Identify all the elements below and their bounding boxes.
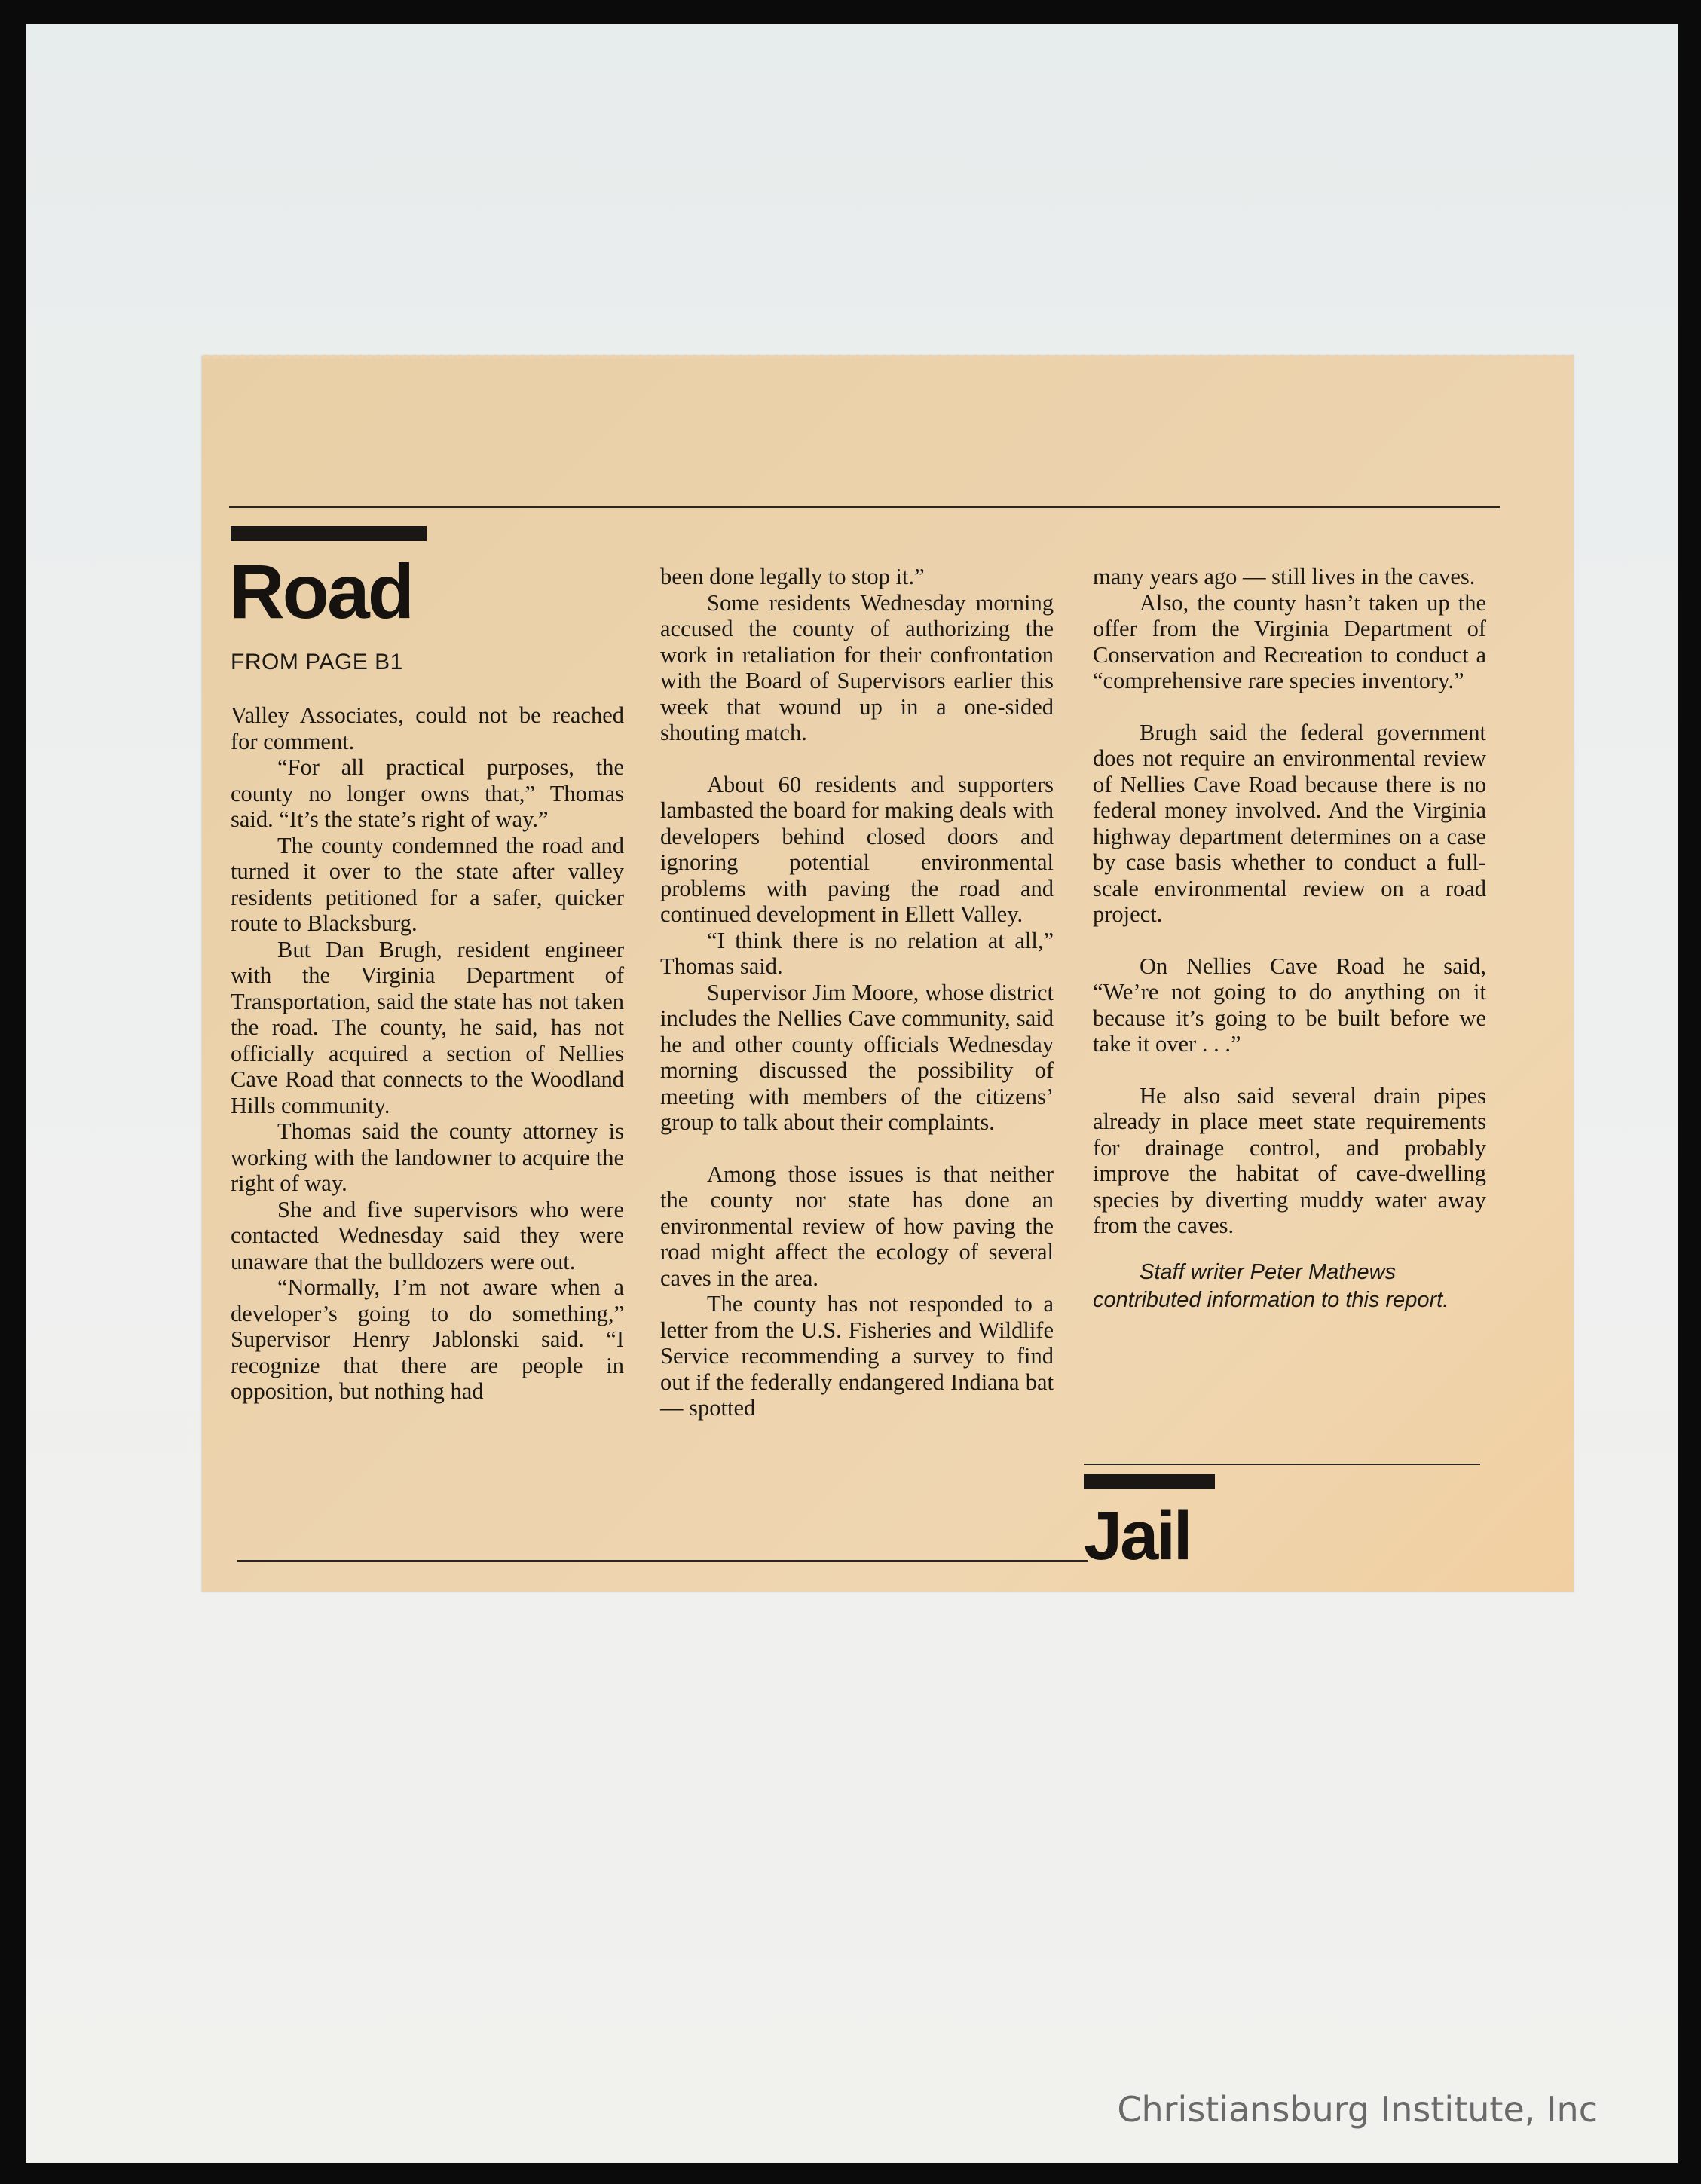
article-column-1 bbox=[231, 702, 624, 1405]
article-column-2 bbox=[660, 564, 1054, 1421]
archive-page bbox=[26, 24, 1678, 2163]
article-paragraph: been done legally to stop it.” bbox=[660, 564, 925, 589]
bottom-rule-left bbox=[237, 1560, 1088, 1562]
from-page-label: FROM PAGE B1 bbox=[231, 650, 403, 674]
archive-watermark: Christiansburg Institute, Inc bbox=[1117, 2089, 1598, 2130]
article-paragraph: The county has not responded to a letter from the U.S. Fisheries and Wildlife Service recommending a survey to find out if the federally endangered Indiana bat — spotted bbox=[660, 1291, 1054, 1421]
newspaper-clipping bbox=[202, 356, 1574, 1592]
headline-kicker-bar bbox=[231, 526, 427, 541]
article-column-3 bbox=[1093, 564, 1486, 1314]
staff-credit: Staff writer Peter Mathews contributed information to this report. bbox=[1093, 1259, 1449, 1312]
article-paragraph: The county condemned the road and turned it over to the state after valley residents petitioned for a safer, quicker route to Blacksburg. bbox=[231, 832, 624, 936]
article-paragraph: On Nellies Cave Road he said, “We’re not going to do anything on it because it’s going to be built before we take it over . . .” bbox=[1093, 953, 1486, 1057]
article-paragraph: Some residents Wednesday morning accused the county of authorizing the work in retaliation for their confrontation with the Board of Supervisors earlier this week that wound up in a one-sided shouting match. bbox=[660, 589, 1054, 745]
article-paragraph: “For all practical purposes, the county no longer owns that,” Thomas said. “It’s the state’s right of way.” bbox=[231, 754, 624, 832]
jail-kicker-bar bbox=[1084, 1474, 1215, 1489]
article-paragraph: Brugh said the federal government does not require an environmental review of Nellies Cave Road because there is no federal money involved. And the Virginia highway department determines on a case by case basis whether to conduct a full-scale environmental review on a road project. bbox=[1093, 719, 1486, 927]
article-paragraph: Among those issues is that neither the county nor state has done an environmental review of how paving the road might affect the ecology of several caves in the area. bbox=[660, 1161, 1054, 1291]
article-paragraph: About 60 residents and supporters lambasted the board for making deals with developers behind closed doors and ignoring potential environmental problems with paving the road and continued development in Ellett Valley. bbox=[660, 771, 1054, 927]
article-paragraph: Valley Associates, could not be reached for comment. bbox=[231, 702, 624, 754]
article-paragraph: But Dan Brugh, resident engineer with the Virginia Department of Transportation, said the state has not taken the road. The county, he said, has not officially acquired a section of Nellies Cave Road that connects to the Woodland Hills community. bbox=[231, 936, 624, 1118]
next-article-headline: Jail bbox=[1084, 1497, 1191, 1574]
article-paragraph: Supervisor Jim Moore, whose district includes the Nellies Cave community, said he and other county officials Wednesday morning discussed the possibility of meeting with members of the citizens’ group to talk about their complaints. bbox=[660, 979, 1054, 1135]
article-paragraph: She and five supervisors who were contacted Wednesday said they were unaware that the bulldozers were out. bbox=[231, 1196, 624, 1274]
article-paragraph: “Normally, I’m not aware when a developer’s going to do something,” Supervisor Henry Jablonski said. “I recognize that there are people in opposition, but nothing had bbox=[231, 1274, 624, 1404]
article-paragraph: He also said several drain pipes already in place meet state requirements for drainage control, and probably improve the habitat of cave-dwelling species by diverting muddy water away from the caves. bbox=[1093, 1082, 1486, 1238]
jail-rule bbox=[1084, 1464, 1480, 1465]
article-paragraph: “I think there is no relation at all,” Thomas said. bbox=[660, 927, 1054, 979]
article-paragraph: Also, the county hasn’t taken up the offer from the Virginia Department of Conservation and Recreation to conduct a “comprehensive rare species inventory.” bbox=[1093, 589, 1486, 693]
top-rule bbox=[229, 506, 1500, 508]
article-paragraph: many years ago — still lives in the caves. bbox=[1093, 564, 1476, 589]
article-headline: Road bbox=[229, 549, 412, 635]
article-paragraph: Thomas said the county attorney is working with the landowner to acquire the right of way. bbox=[231, 1118, 624, 1196]
